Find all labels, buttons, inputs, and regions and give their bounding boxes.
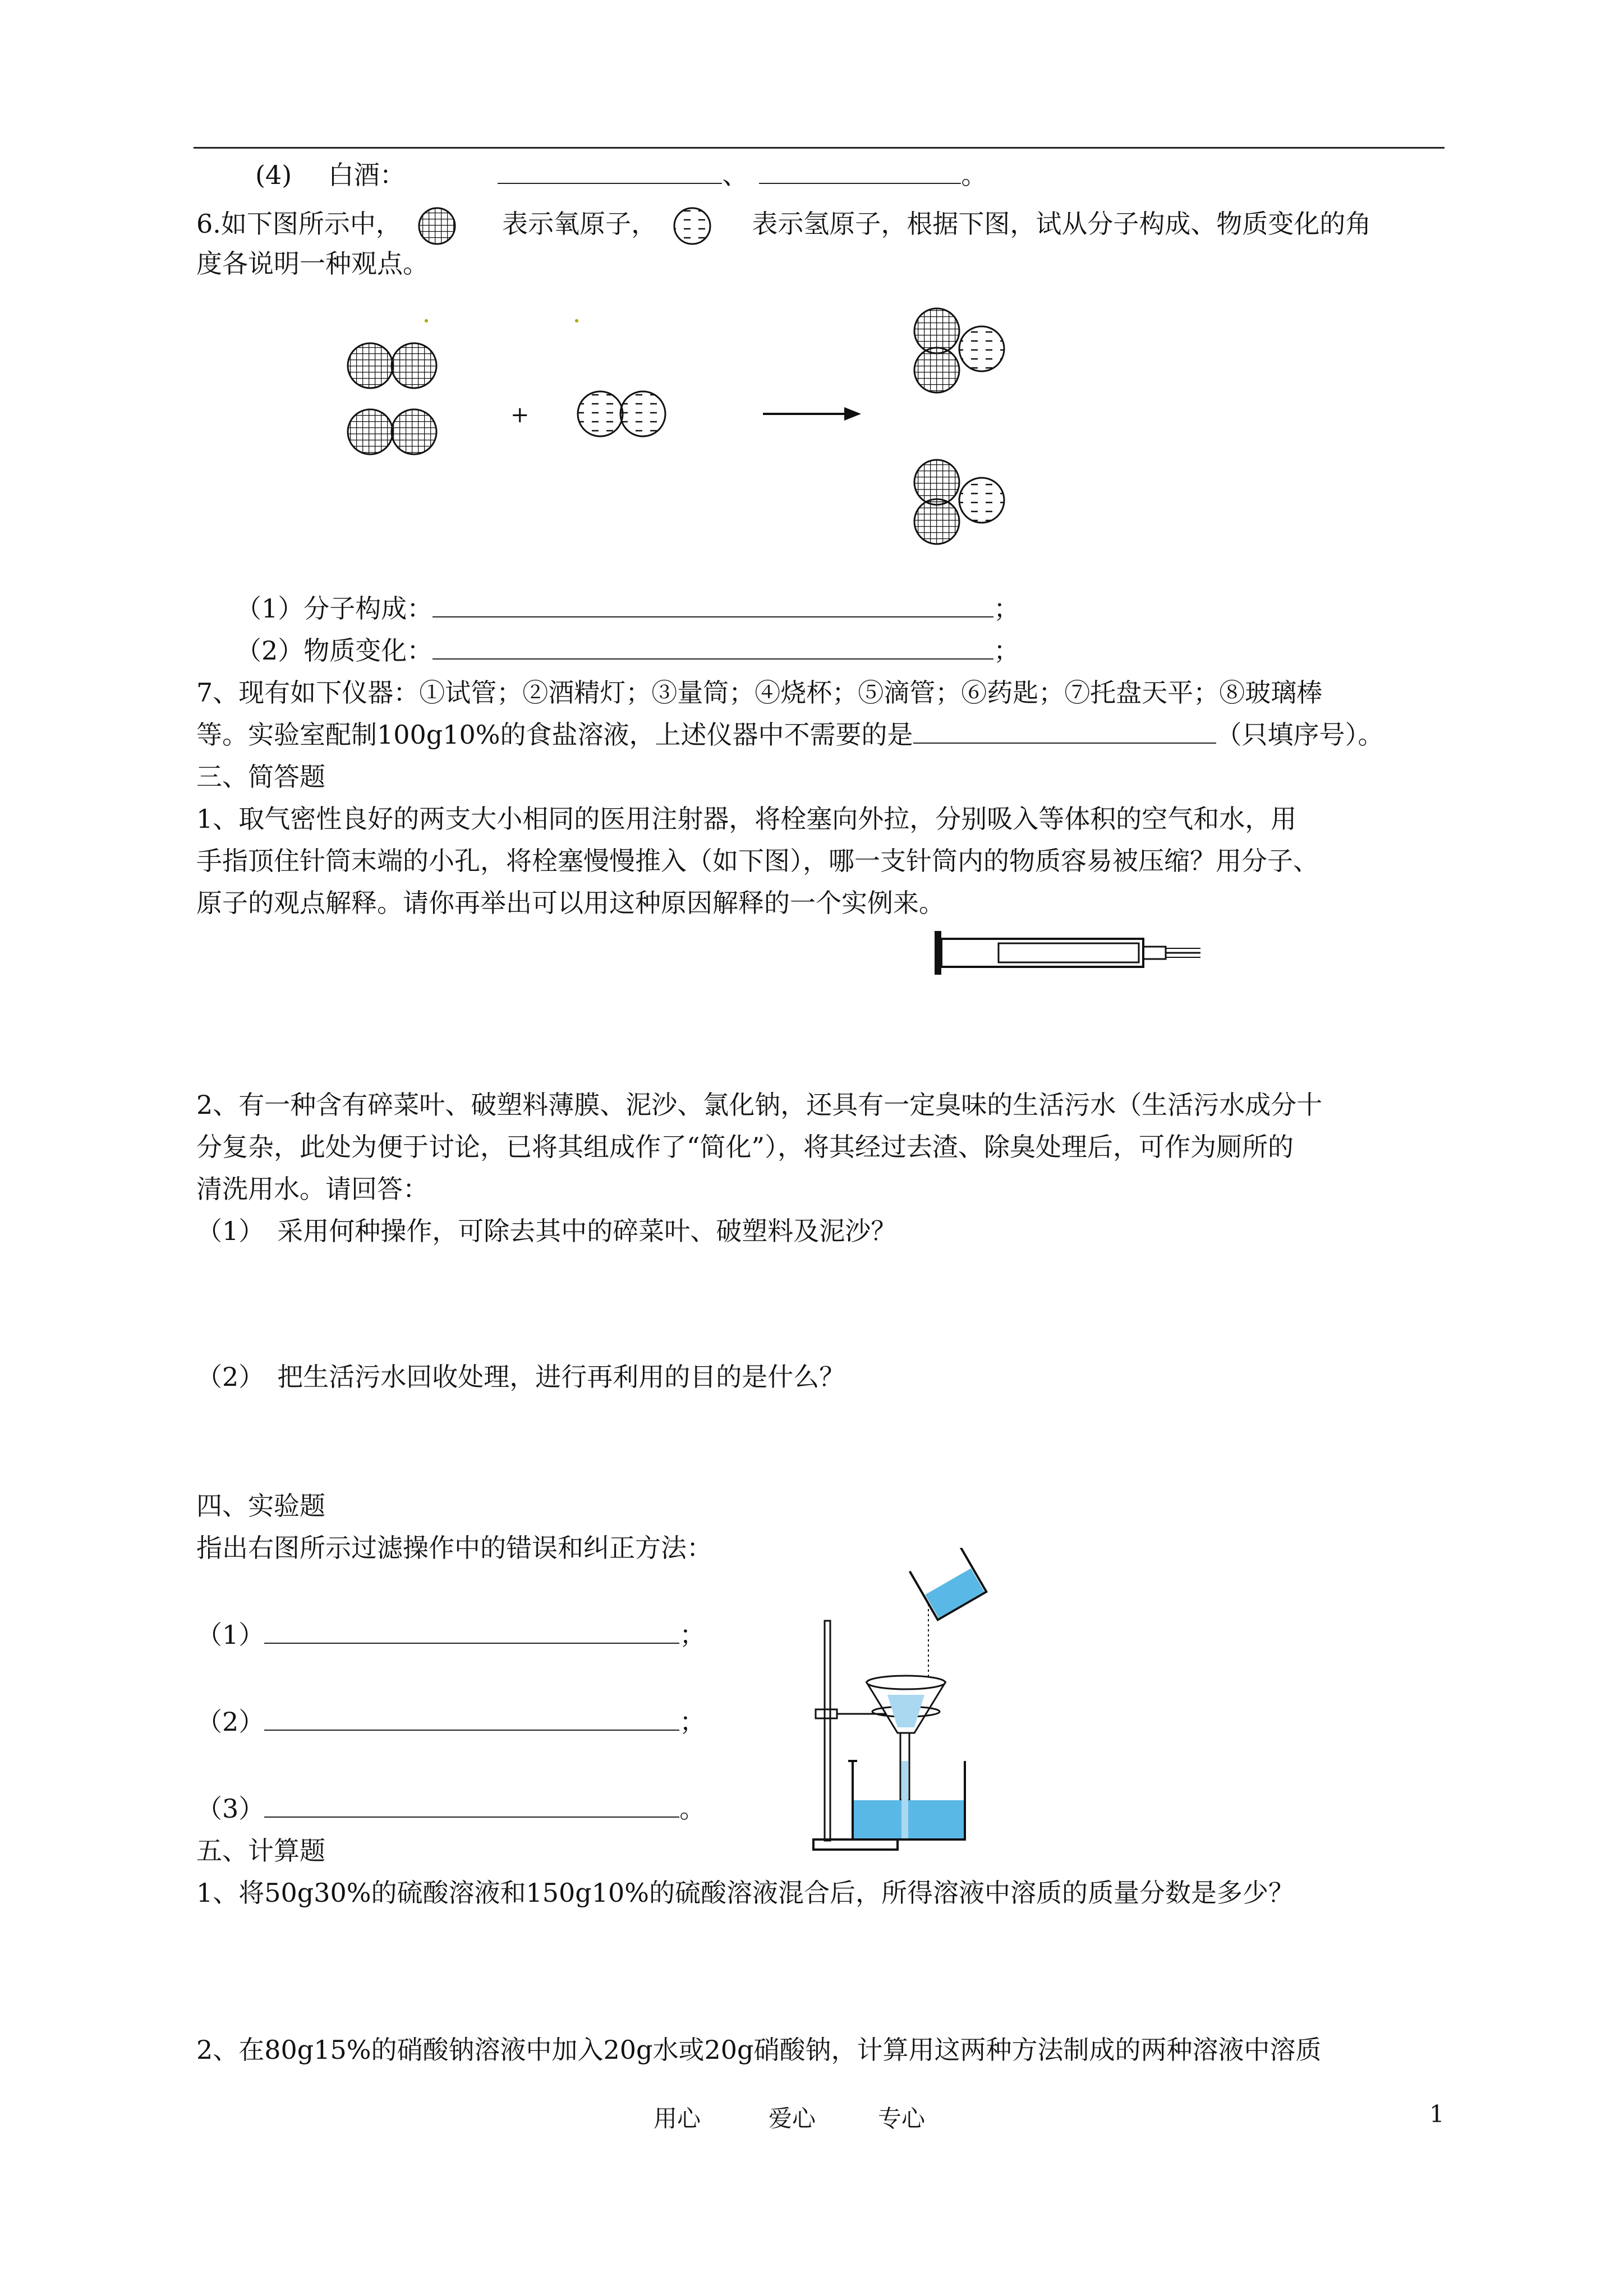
s3q1-line-3: 原子的观点解释。请你再举出可以用这种原因解释的一个实例来。 [196, 888, 945, 918]
reaction-diagram [325, 292, 1055, 550]
q7-line-2 [196, 718, 1384, 751]
section-5-heading: 五、计算题 [196, 1836, 325, 1866]
q4-prefix: (4) [255, 160, 292, 190]
s4-answer-1-label: （1） [196, 1620, 265, 1650]
oxygen-molecule-1 [348, 343, 436, 388]
s5q2-line: 2、在80g15%的硝酸钠溶液中加入20g水或20g硝酸钠，计算用这两种方法制成的两种溶液中溶质 [196, 2035, 1322, 2065]
s3q2-line-3: 清洗用水。请回答： [196, 1174, 429, 1204]
answer-blank[interactable] [264, 1792, 679, 1818]
s3q1-line-1: 1、取气密性良好的两支大小相同的医用注射器，将栓塞向外拉，分别吸入等体积的空气和水，用 [196, 804, 1297, 834]
q6-answer-1 [236, 592, 1019, 625]
q6-text-b: 表示氧原子， [502, 209, 657, 239]
q6-answer-2 [236, 634, 1019, 667]
q4-label: 白酒： [328, 160, 406, 190]
answer-blank[interactable] [264, 1618, 679, 1644]
s4-answer-1 [196, 1618, 705, 1652]
arrow-icon [844, 407, 861, 421]
s3q2-line-1: 2、有一种含有碎菜叶、破塑料薄膜、泥沙、氯化钠，还具有一定臭味的生活污水（生活污水成分十 [196, 1090, 1323, 1120]
s4-answer-3-label: （3） [196, 1794, 265, 1824]
footer-motto-1: 用心 [654, 2105, 701, 2132]
q4-end: 。 [961, 160, 987, 190]
s3q2-sub-2: （2） 把生活污水回收处理，进行再利用的目的是什么？ [196, 1362, 845, 1392]
q4-sep: 、 [722, 160, 748, 190]
q7-line-1: 7、现有如下仪器：①试管；②酒精灯；③量筒；④烧杯；⑤滴管；⑥药匙；⑦托盘天平；⑧玻璃棒 [196, 677, 1323, 708]
answer-blank[interactable] [913, 718, 1216, 744]
section-4-heading: 四、实验题 [196, 1491, 325, 1521]
product-molecule-2 [914, 460, 1004, 544]
speck [425, 319, 428, 322]
footer-motto-2: 爱心 [769, 2105, 816, 2132]
header-rule [194, 147, 1444, 149]
hydrogen-atom-icon [665, 206, 721, 246]
speck [575, 319, 578, 322]
s4-intro: 指出右图所示过滤操作中的错误和纠正方法： [196, 1533, 712, 1563]
period: 。 [679, 1794, 706, 1824]
s3q1-line-2: 手指顶住针筒末端的小孔，将栓塞慢慢推入（如下图），哪一支针筒内的物质容易被压缩？用分子、 [196, 846, 1319, 876]
q4-line [255, 158, 987, 192]
q6-answer-2-label: （2）物质变化： [236, 635, 433, 666]
answer-blank[interactable] [433, 592, 993, 617]
section-3-heading: 三、简答题 [196, 762, 325, 792]
s4-answer-3 [196, 1792, 705, 1825]
oxygen-atom-icon [410, 206, 466, 246]
q6-line-2: 度各说明一种观点。 [196, 248, 429, 279]
s4-answer-2-label: （2） [196, 1707, 265, 1737]
plus-sign: + [510, 402, 530, 428]
semicolon: ； [679, 1620, 706, 1650]
page-number: 1 [1429, 2100, 1444, 2128]
q6-line-1 [196, 206, 1371, 246]
answer-blank[interactable] [498, 158, 722, 184]
q7-suffix: （只填序号）。 [1216, 720, 1384, 750]
filtration-apparatus [808, 1548, 1010, 1862]
s4-answer-2 [196, 1705, 705, 1739]
answer-blank[interactable] [433, 634, 993, 660]
semicolon: ； [993, 593, 1020, 624]
syringe-diagram [931, 931, 1212, 976]
semicolon: ； [679, 1707, 706, 1737]
s5q1-line: 1、将50g30%的硫酸溶液和150g10%的硫酸溶液混合后，所得溶液中溶质的质量分数是多少？ [196, 1878, 1294, 1908]
hydrogen-molecule [578, 391, 665, 436]
oxygen-molecule-2 [348, 409, 436, 454]
q6-answer-1-label: （1）分子构成： [236, 593, 433, 624]
footer-motto-3: 专心 [878, 2105, 926, 2132]
answer-blank[interactable] [264, 1705, 679, 1731]
s3q2-sub-1: （1） 采用何种操作，可除去其中的碎菜叶、破塑料及泥沙？ [196, 1216, 897, 1246]
answer-blank[interactable] [759, 158, 961, 184]
q6-text-c: 表示氢原子，根据下图，试从分子构成、物质变化的角 [752, 209, 1372, 239]
q7-text: 等。实验室配制100g10%的食盐溶液，上述仪器中不需要的是 [196, 720, 913, 750]
semicolon: ； [993, 635, 1020, 666]
product-molecule-1 [914, 308, 1004, 393]
s3q2-line-2: 分复杂，此处为便于讨论，已将其组成作了“简化”），将其经过去渣、除臭处理后，可作为厕所的 [196, 1132, 1294, 1162]
q6-text-a: 6.如下图所示中， [196, 209, 402, 239]
